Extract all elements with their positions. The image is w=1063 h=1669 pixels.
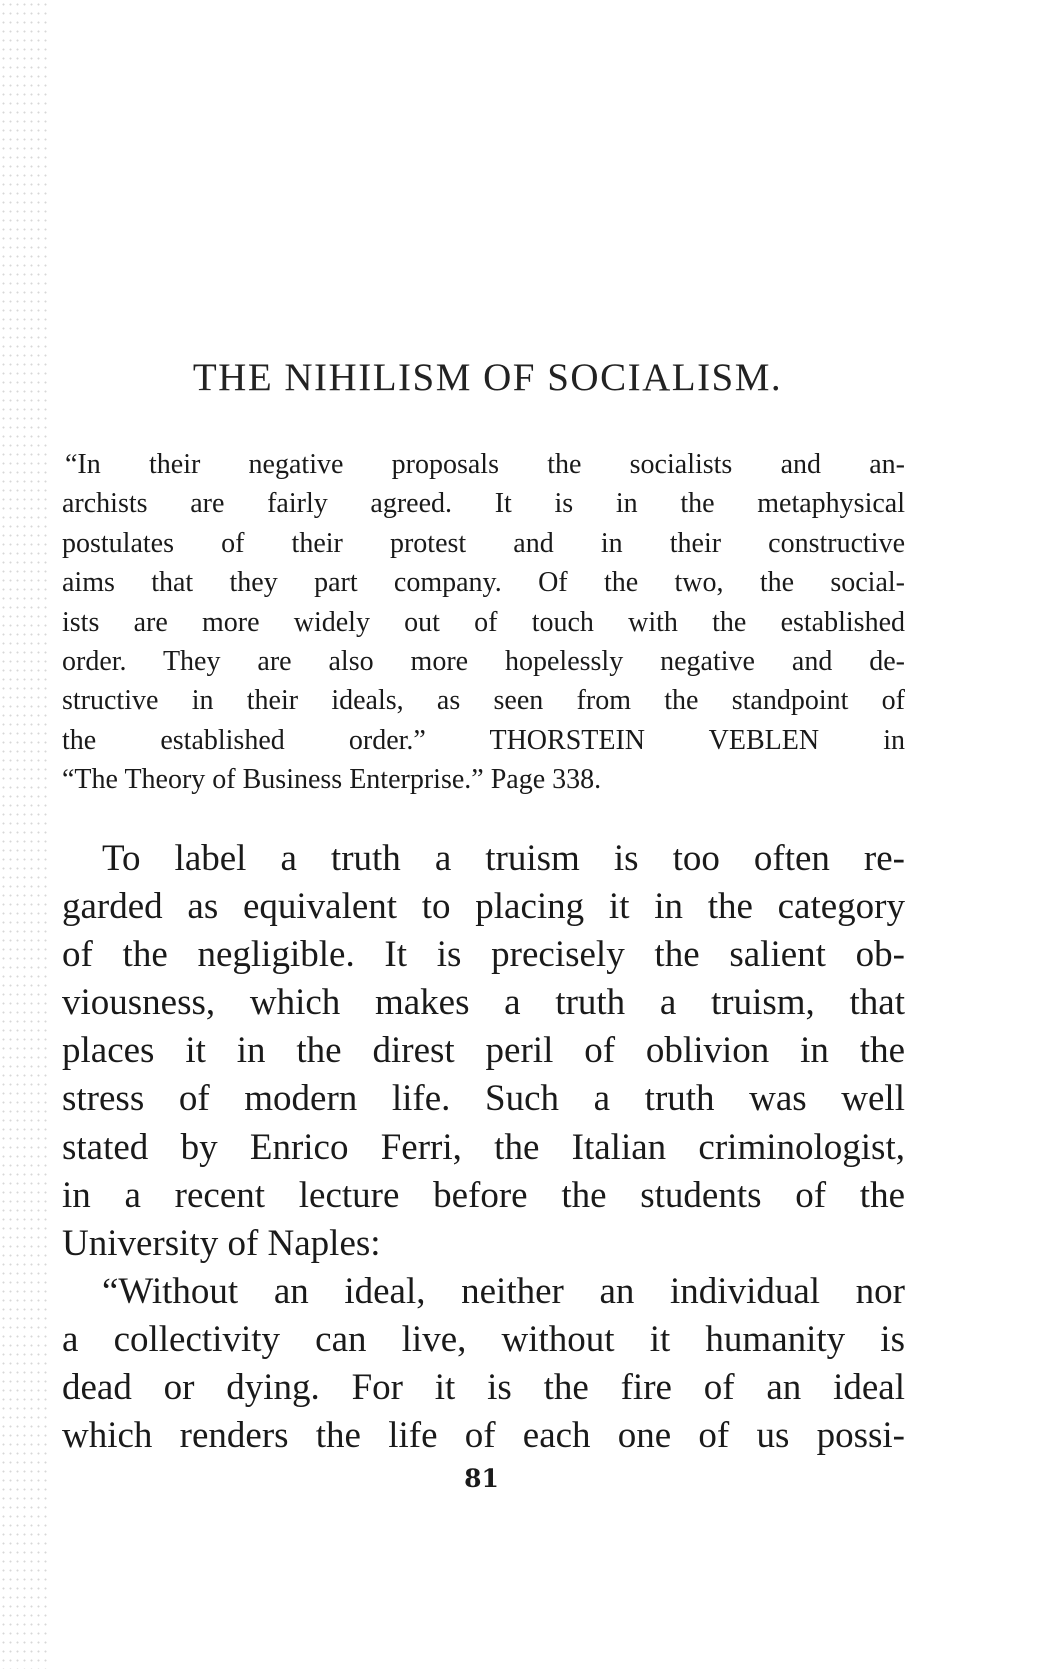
chapter-title: THE NIHILISM OF SOCIALISM. xyxy=(192,356,783,399)
body-line: stress of modern life. Such a truth was well xyxy=(62,1078,905,1120)
body-line: of the negligible. It is precisely the salient ob- xyxy=(62,934,905,976)
epigraph-line: postulates of their protest and in their constructive xyxy=(62,527,905,559)
epigraph-line: aims that they part company. Of the two, the social- xyxy=(62,567,905,599)
epigraph-line: the established order.” THORSTEIN VEBLEN in xyxy=(62,724,905,756)
epigraph-line: archists are fairly agreed. It is in the metaphysical xyxy=(62,488,905,520)
body-text xyxy=(62,835,905,1460)
quotation-line: a collectivity can live, without it humanity is xyxy=(62,1318,905,1360)
body-line: University of Naples: xyxy=(62,1222,381,1264)
epigraph-line: “In their negative proposals the socialists and an- xyxy=(65,449,905,480)
page-number: 81 xyxy=(464,1464,499,1493)
epigraph-citation-line: “The Theory of Business Enterprise.” Page 338. xyxy=(62,764,602,796)
body-line: places it in the direst peril of oblivion in the xyxy=(62,1030,905,1072)
quotation-line: dead or dying. For it is the fire of an ideal xyxy=(62,1367,905,1409)
epigraph-line: structive in their ideals, as seen from the standpoint of xyxy=(62,685,905,717)
body-line: stated by Enrico Ferri, the Italian criminologist, xyxy=(62,1126,905,1168)
scanned-page-edge xyxy=(0,0,48,1669)
body-line: To label a truth a truism is too often re- xyxy=(102,838,905,879)
quotation-line: which renders the life of each one of us possi- xyxy=(62,1415,905,1457)
quotation-line: “Without an ideal, neither an individual nor xyxy=(102,1270,905,1312)
body-line: garded as equivalent to placing it in the category xyxy=(62,886,905,928)
body-line: in a recent lecture before the students of the xyxy=(62,1174,905,1216)
epigraph-line: order. They are also more hopelessly negative and de- xyxy=(62,646,905,678)
body-line: viousness, which makes a truth a truism, that xyxy=(62,982,905,1024)
epigraph-line: ists are more widely out of touch with the established xyxy=(62,606,905,638)
epigraph-quote xyxy=(62,445,905,800)
